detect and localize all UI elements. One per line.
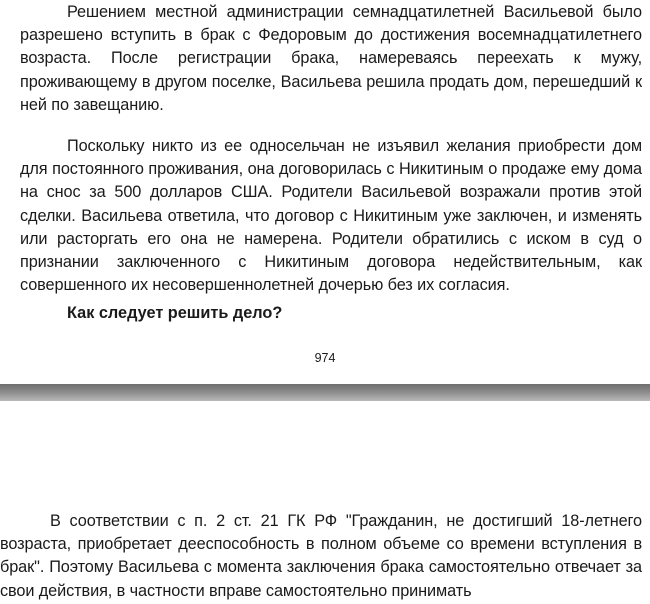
case-paragraph-2: Поскольку никто из ее односельчан не изъявил желания приобрести дом для постоянного проживания, она договорилась с Никитиным о продаже ему дома на снос за 500 долларов США. Родители Васильевой возражали против этой сделки. Васильева ответила, что договор с Никитиным уже заключен, и изменять или расторгать его она не намерена. Родители обратились с иском в суд о признании заключенного с Никитиным договора недействительным, как совершенного их несовершеннолетней дочерью без их согласия. — [20, 137, 642, 295]
page-separator — [0, 384, 650, 401]
page-number: 974 — [314, 351, 336, 365]
document-page-bottom — [0, 401, 650, 604]
case-question: Как следует решить дело? — [67, 304, 283, 322]
answer-paragraph-1: В соответствии с п. 2 ст. 21 ГК РФ "Гражданин, не достигший 18-летнего возраста, приобретает дееспособность в полном объеме со времени вступления в брак". Поэтому Васильева с момента заключения брака самостоятельно отвечает за свои действия, в частности вправе самостоятельно принимать — [0, 512, 642, 600]
case-paragraph-1: Решением местной администрации семнадцатилетней Васильевой было разрешено вступить в брак с Федоровым до достижения восемнадцатилетнего возраста. После регистрации брака, намереваясь переехать к мужу, проживающему в другом поселке, Васильева решила продать дом, перешедший к ней по завещанию. — [20, 3, 642, 114]
